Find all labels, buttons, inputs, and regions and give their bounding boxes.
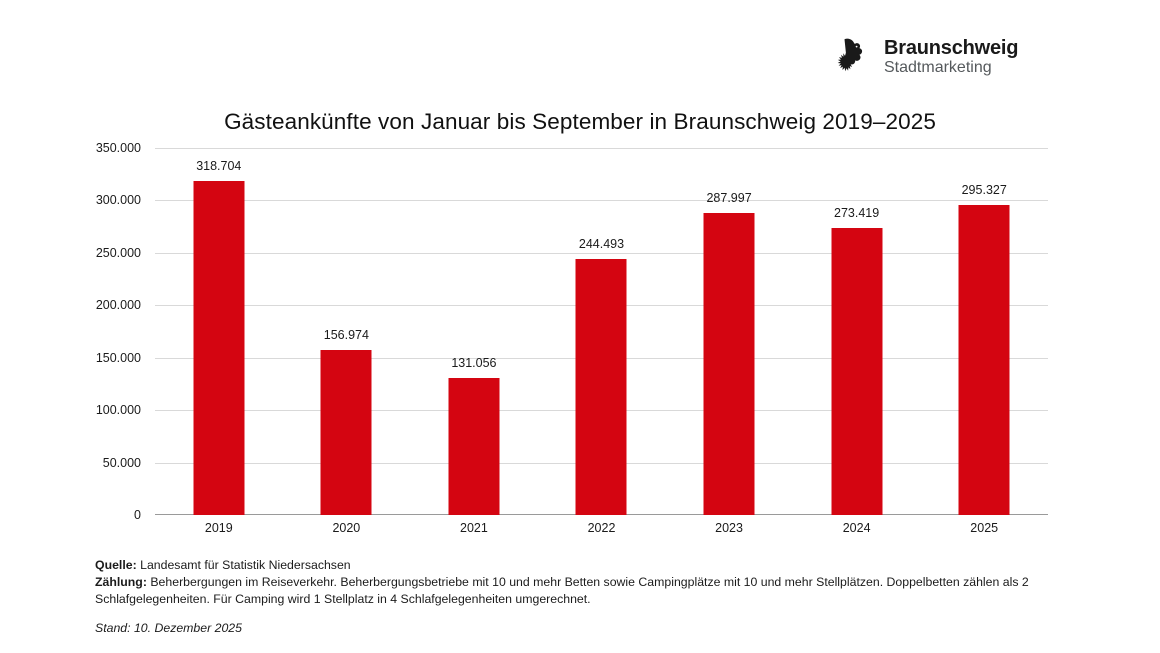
bar-slot bbox=[665, 148, 793, 515]
bar-slot bbox=[155, 148, 283, 515]
braunschweig-lion-icon bbox=[836, 36, 874, 78]
bar-series bbox=[155, 148, 1048, 515]
bar bbox=[831, 228, 882, 515]
footnotes bbox=[95, 557, 1095, 608]
method-label: Zählung: bbox=[95, 575, 147, 590]
chart-title: Gästeankünfte von Januar bis September in Braunschweig 2019–2025 bbox=[224, 109, 936, 134]
x-axis-tick-label: 2025 bbox=[970, 521, 999, 535]
x-axis-tick-label: 2020 bbox=[332, 521, 361, 535]
bar bbox=[193, 181, 244, 515]
method-row bbox=[95, 574, 1095, 607]
y-axis-tick-label: 50.000 bbox=[102, 455, 141, 470]
y-axis-tick-label: 350.000 bbox=[95, 141, 141, 155]
x-axis-tick-label: 2023 bbox=[715, 521, 743, 535]
bar-slot bbox=[920, 148, 1048, 515]
bar-slot bbox=[410, 148, 538, 515]
bar bbox=[321, 350, 372, 515]
bar-slot bbox=[283, 148, 411, 515]
logo-title: Braunschweig bbox=[884, 36, 1019, 59]
x-axis-tick-label: 2024 bbox=[842, 521, 871, 535]
source-row bbox=[95, 557, 1095, 573]
y-axis-labels bbox=[0, 141, 148, 522]
y-axis-tick-label: 0 bbox=[134, 508, 141, 522]
bar-value-label: 131.056 bbox=[451, 355, 497, 370]
y-axis-tick-label: 150.000 bbox=[95, 350, 141, 365]
logo-subtitle: Stadtmarketing bbox=[884, 58, 992, 76]
bar bbox=[576, 259, 627, 515]
bar-value-label: 244.493 bbox=[578, 236, 625, 251]
source-label: Quelle: bbox=[95, 558, 137, 572]
x-axis-tick-label: 2019 bbox=[204, 521, 233, 535]
y-axis-tick-label: 300.000 bbox=[95, 193, 141, 208]
bar bbox=[959, 205, 1010, 515]
bar bbox=[448, 378, 499, 515]
bar-slot bbox=[793, 148, 921, 515]
x-axis-tick-label: 2022 bbox=[587, 521, 616, 535]
stand-text: Stand: 10. Dezember 2025 bbox=[95, 621, 242, 635]
bar-value-label: 295.327 bbox=[961, 183, 1007, 198]
method-text: Beherbergungen im Reiseverkehr. Beherbergungsbetriebe mit 10 und mehr Betten sowie Campingplätze mit 10 und mehr Stellplätzen. Doppelbetten zählen als 2 Schlafgelegenheiten. Für Camping wird 1 Stellplatz in 4 Schlafgelegenheiten umgerechnet. bbox=[95, 575, 1029, 606]
bar-value-label: 156.974 bbox=[323, 328, 369, 343]
bar-value-label: 273.419 bbox=[834, 206, 880, 221]
source-text: Landesamt für Statistik Niedersachsen bbox=[140, 558, 351, 572]
x-axis-tick-label: 2021 bbox=[460, 521, 488, 535]
y-axis-tick-label: 250.000 bbox=[95, 245, 141, 260]
bar-value-label: 287.997 bbox=[706, 191, 752, 206]
bar-value-label: 318.704 bbox=[196, 158, 242, 173]
bar bbox=[704, 213, 755, 515]
bar-slot bbox=[538, 148, 666, 515]
y-axis-tick-label: 200.000 bbox=[95, 298, 141, 313]
braunschweig-stadtmarketing-logo bbox=[836, 36, 1018, 78]
y-axis-tick-label: 100.000 bbox=[95, 403, 141, 418]
